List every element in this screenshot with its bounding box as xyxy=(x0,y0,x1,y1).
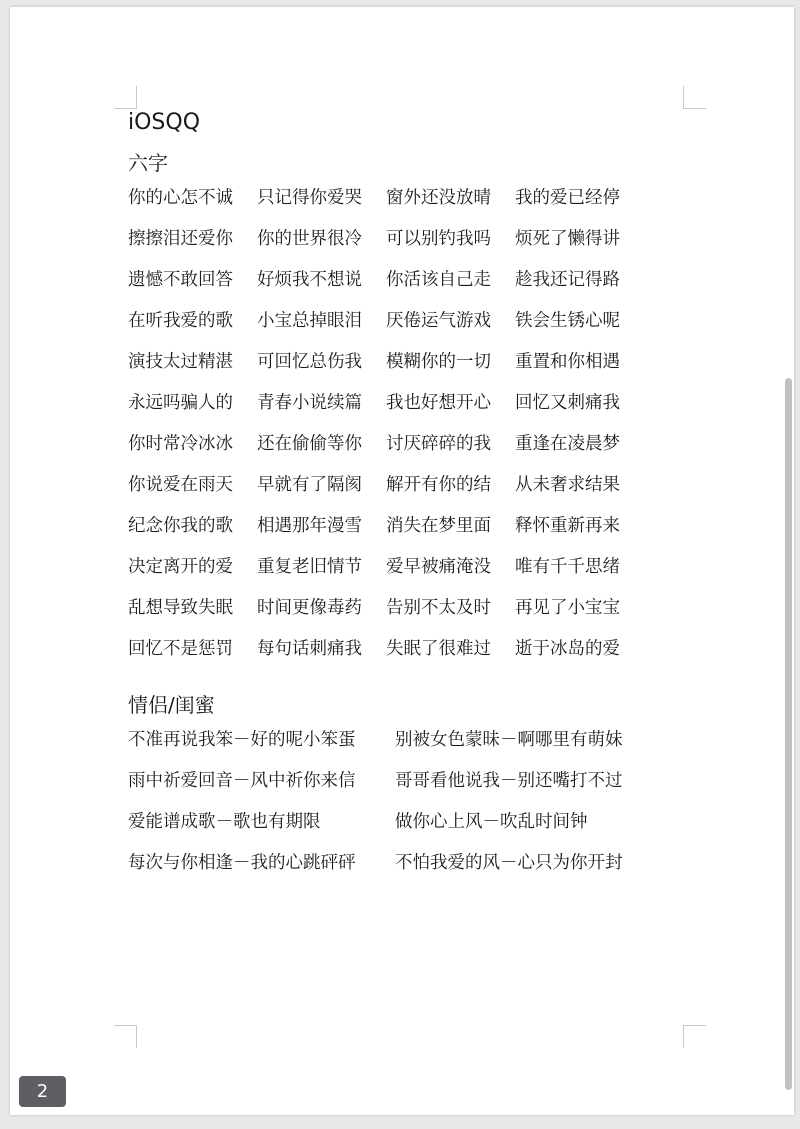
name-entry: 可以别钓我吗 xyxy=(386,229,491,249)
name-entry: 小宝总掉眼泪 xyxy=(257,311,362,331)
name-entry: 烦死了懒得讲 xyxy=(515,229,620,249)
name-entry: 可回忆总伤我 xyxy=(257,352,362,372)
name-entry: 你时常冷冰冰 xyxy=(128,434,233,454)
name-entry: 趁我还记得路 xyxy=(515,270,620,290)
name-entry: 重逢在凌晨梦 xyxy=(515,434,620,454)
crop-mark-bottom-right xyxy=(683,1025,706,1048)
name-entry: 唯有千千思绪 xyxy=(515,557,620,577)
name-entry: 你活该自己走 xyxy=(386,270,491,290)
crop-mark-top-right xyxy=(683,86,706,109)
name-entry: 演技太过精湛 xyxy=(128,352,233,372)
name-entry: 不怕我爱的风－心只为你开封 xyxy=(395,853,623,873)
crop-mark-top-left xyxy=(114,86,137,109)
name-entry: 乱想导致失眠 xyxy=(128,598,233,618)
name-entry: 你的心怎不诚 xyxy=(128,188,233,208)
name-entry: 讨厌碎碎的我 xyxy=(386,434,491,454)
name-entry: 雨中祈爱回音－风中祈你来信 xyxy=(128,771,356,791)
name-entry: 回忆不是惩罚 xyxy=(128,639,233,659)
name-entry: 逝于冰岛的爱 xyxy=(515,639,620,659)
six-char-name-grid xyxy=(128,190,645,682)
name-entry: 在听我爱的歌 xyxy=(128,311,233,331)
name-entry: 失眠了很难过 xyxy=(386,639,491,659)
name-entry: 窗外还没放晴 xyxy=(386,188,491,208)
scrollbar-thumb[interactable] xyxy=(785,378,792,1090)
name-entry: 回忆又刺痛我 xyxy=(515,393,620,413)
name-entry: 每次与你相逢－我的心跳砰砰 xyxy=(128,853,356,873)
name-entry: 我的爱已经停 xyxy=(515,188,620,208)
name-entry: 告别不太及时 xyxy=(386,598,491,618)
name-entry: 再见了小宝宝 xyxy=(515,598,620,618)
name-entry: 只记得你爱哭 xyxy=(257,188,362,208)
page-number-badge: 2 xyxy=(19,1076,66,1107)
name-entry: 释怀重新再来 xyxy=(515,516,620,536)
name-entry: 不准再说我笨－好的呢小笨蛋 xyxy=(128,730,356,750)
name-entry: 做你心上风－吹乱时间钟 xyxy=(395,812,588,832)
name-entry: 还在偷偷等你 xyxy=(257,434,362,454)
name-entry: 好烦我不想说 xyxy=(257,270,362,290)
name-entry: 永远吗骗人的 xyxy=(128,393,233,413)
couple-name-grid xyxy=(128,732,645,896)
name-entry: 你的世界很冷 xyxy=(257,229,362,249)
name-entry: 早就有了隔阂 xyxy=(257,475,362,495)
section-heading: 六字 xyxy=(128,151,168,175)
name-entry: 铁会生锈心呢 xyxy=(515,311,620,331)
name-entry: 从未奢求结果 xyxy=(515,475,620,495)
name-entry: 相遇那年漫雪 xyxy=(257,516,362,536)
name-entry: 重复老旧情节 xyxy=(257,557,362,577)
name-entry: 重置和你相遇 xyxy=(515,352,620,372)
name-entry: 别被女色蒙昧－啊哪里有萌妹 xyxy=(395,730,623,750)
crop-mark-bottom-left xyxy=(114,1025,137,1048)
name-entry: 时间更像毒药 xyxy=(257,598,362,618)
name-entry: 青春小说续篇 xyxy=(257,393,362,413)
section-heading: 情侣/闺蜜 xyxy=(128,693,215,717)
name-entry: 每句话刺痛我 xyxy=(257,639,362,659)
name-entry: 消失在梦里面 xyxy=(386,516,491,536)
vertical-scrollbar[interactable] xyxy=(785,370,792,1092)
name-entry: 擦擦泪还爱你 xyxy=(128,229,233,249)
name-entry: 遗憾不敢回答 xyxy=(128,270,233,290)
document-title: iOSQQ xyxy=(128,110,201,135)
name-entry: 你说爱在雨天 xyxy=(128,475,233,495)
name-entry: 爱早被痛淹没 xyxy=(386,557,491,577)
name-entry: 哥哥看他说我－别还嘴打不过 xyxy=(395,771,623,791)
name-entry: 我也好想开心 xyxy=(386,393,491,413)
name-entry: 纪念你我的歌 xyxy=(128,516,233,536)
name-entry: 厌倦运气游戏 xyxy=(386,311,491,331)
name-entry: 决定离开的爱 xyxy=(128,557,233,577)
name-entry: 解开有你的结 xyxy=(386,475,491,495)
name-entry: 爱能谱成歌－歌也有期限 xyxy=(128,812,321,832)
name-entry: 模糊你的一切 xyxy=(386,352,491,372)
document-content xyxy=(128,108,645,896)
